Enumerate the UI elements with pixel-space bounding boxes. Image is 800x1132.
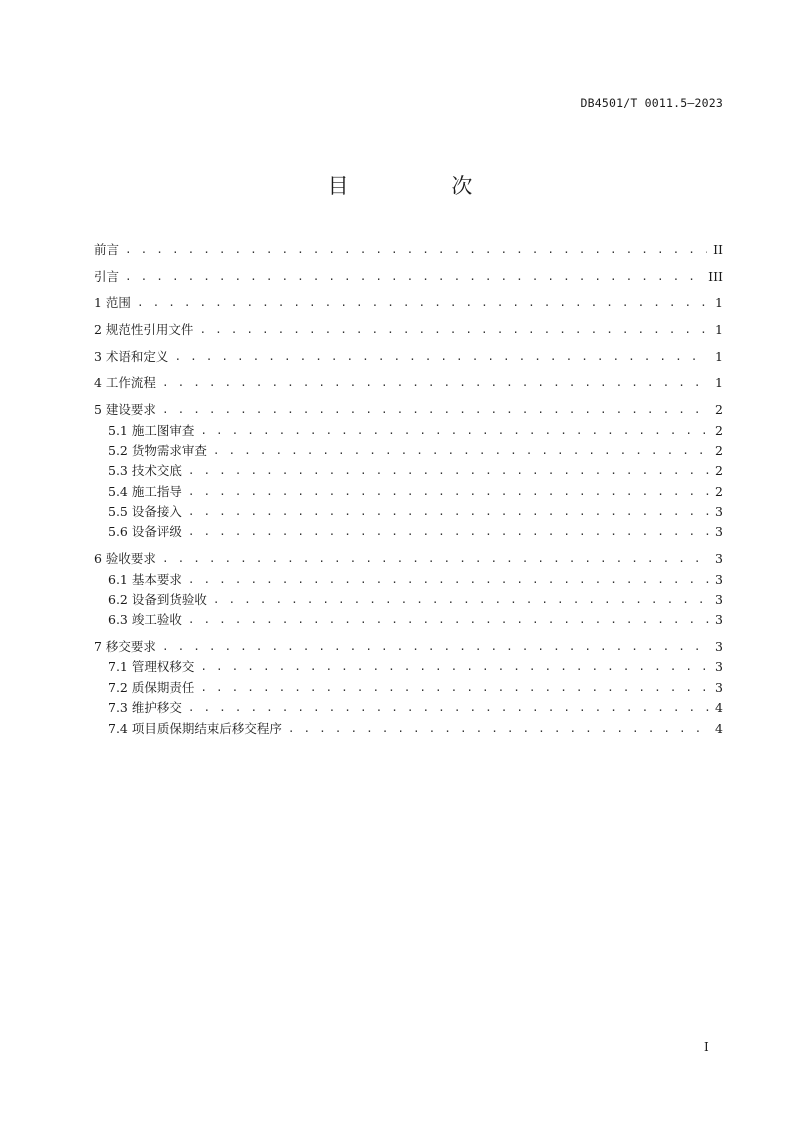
toc-leader-dots bbox=[188, 461, 709, 481]
toc-entry-page: 4 bbox=[715, 700, 723, 716]
toc-leader-dots bbox=[188, 570, 709, 590]
toc-leader-dots bbox=[162, 549, 709, 569]
toc-entry-label: 5.6 设备评级 bbox=[108, 524, 182, 540]
toc-entry-page: 3 bbox=[715, 504, 723, 520]
toc-entry-label: 6.2 设备到货验收 bbox=[108, 591, 207, 607]
toc-entry-label: 2 规范性引用文件 bbox=[94, 322, 194, 338]
toc-entry-page: 2 bbox=[715, 463, 723, 479]
toc-leader-dots bbox=[188, 610, 709, 630]
toc-entry-label: 1 范围 bbox=[94, 295, 131, 311]
toc-entry-label: 4 工作流程 bbox=[94, 375, 156, 391]
toc-entry-page: 2 bbox=[715, 422, 723, 438]
toc-entry-label: 引言 bbox=[94, 268, 120, 284]
toc-entry[interactable] bbox=[94, 461, 723, 481]
toc-entry[interactable] bbox=[94, 657, 723, 677]
toc-entry-page: II bbox=[713, 241, 723, 257]
toc-entry[interactable] bbox=[94, 637, 723, 657]
toc-entry[interactable] bbox=[94, 373, 723, 393]
toc-leader-dots bbox=[188, 502, 709, 522]
toc-entry-page: 2 bbox=[715, 483, 723, 499]
toc-leader-dots bbox=[213, 441, 709, 461]
toc-entry-label: 5 建设要求 bbox=[94, 402, 156, 418]
toc-leader-dots bbox=[288, 719, 709, 739]
toc-leader-dots bbox=[188, 698, 709, 718]
toc-entry-label: 7.1 管理权移交 bbox=[108, 659, 195, 675]
toc-leader-dots bbox=[125, 267, 702, 287]
toc-entry[interactable] bbox=[94, 347, 723, 367]
toc-entry-page: 3 bbox=[715, 591, 723, 607]
toc-leader-dots bbox=[162, 400, 709, 420]
toc-entry[interactable] bbox=[94, 719, 723, 739]
toc-entry-page: 1 bbox=[715, 295, 723, 311]
toc-entry[interactable] bbox=[94, 293, 723, 313]
toc-entry-page: 3 bbox=[715, 659, 723, 675]
toc-entry-page: 3 bbox=[715, 612, 723, 628]
toc-entry[interactable] bbox=[94, 678, 723, 698]
toc-entry-page: 4 bbox=[715, 720, 723, 736]
toc-entry-label: 5.1 施工图审查 bbox=[108, 422, 195, 438]
toc-entry-label: 6.1 基本要求 bbox=[108, 571, 182, 587]
toc-leader-dots bbox=[200, 657, 709, 677]
toc-leader-dots bbox=[162, 373, 709, 393]
toc-entry-page: 2 bbox=[715, 442, 723, 458]
toc-leader-dots bbox=[162, 637, 709, 657]
toc-title: 目 次 bbox=[327, 174, 521, 198]
toc-entry[interactable] bbox=[94, 320, 723, 340]
toc-entry-page: 3 bbox=[715, 551, 723, 567]
toc-entry-page: 3 bbox=[715, 679, 723, 695]
toc-entry-label: 6.3 竣工验收 bbox=[108, 612, 182, 628]
toc-entry-page: 3 bbox=[715, 571, 723, 587]
table-of-contents bbox=[94, 240, 723, 739]
toc-entry[interactable] bbox=[94, 421, 723, 441]
toc-entry-label: 7.4 项目质保期结束后移交程序 bbox=[108, 720, 282, 736]
page-number: I bbox=[704, 1040, 709, 1054]
toc-entry[interactable] bbox=[94, 522, 723, 542]
toc-leader-dots bbox=[188, 522, 709, 542]
toc-entry[interactable] bbox=[94, 590, 723, 610]
document-code: DB4501/T 0011.5—2023 bbox=[580, 96, 723, 110]
toc-leader-dots bbox=[137, 293, 709, 313]
toc-entry-label: 5.4 施工指导 bbox=[108, 483, 182, 499]
toc-entry[interactable] bbox=[94, 441, 723, 461]
toc-leader-dots bbox=[199, 320, 709, 340]
toc-entry-label: 5.5 设备接入 bbox=[108, 504, 182, 520]
toc-entry-label: 前言 bbox=[94, 241, 120, 257]
toc-entry-label: 7.3 维护移交 bbox=[108, 700, 182, 716]
toc-entry-label: 5.2 货物需求审查 bbox=[108, 442, 207, 458]
toc-entry[interactable] bbox=[94, 570, 723, 590]
toc-entry-label: 6 验收要求 bbox=[94, 551, 156, 567]
toc-entry[interactable] bbox=[94, 267, 723, 287]
toc-entry-label: 3 术语和定义 bbox=[94, 348, 169, 364]
toc-entry-page: 1 bbox=[715, 322, 723, 338]
toc-entry-page: 1 bbox=[715, 375, 723, 391]
toc-entry-page: III bbox=[708, 268, 723, 284]
toc-entry[interactable] bbox=[94, 549, 723, 569]
toc-leader-dots bbox=[200, 421, 709, 441]
toc-leader-dots bbox=[125, 240, 707, 260]
toc-entry-page: 3 bbox=[715, 524, 723, 540]
toc-leader-dots bbox=[188, 482, 709, 502]
toc-entry[interactable] bbox=[94, 502, 723, 522]
toc-entry[interactable] bbox=[94, 698, 723, 718]
toc-entry-page: 1 bbox=[715, 348, 723, 364]
toc-entry-page: 3 bbox=[715, 639, 723, 654]
toc-leader-dots bbox=[200, 678, 709, 698]
toc-leader-dots bbox=[174, 347, 709, 367]
toc-entry[interactable] bbox=[94, 400, 723, 420]
toc-entry-label: 5.3 技术交底 bbox=[108, 463, 182, 479]
toc-entry[interactable] bbox=[94, 482, 723, 502]
toc-entry-label: 7.2 质保期责任 bbox=[108, 679, 195, 695]
toc-leader-dots bbox=[213, 590, 709, 610]
toc-entry[interactable] bbox=[94, 610, 723, 630]
toc-entry[interactable] bbox=[94, 240, 723, 260]
toc-entry-label: 7 移交要求 bbox=[94, 639, 156, 654]
toc-entry-page: 2 bbox=[715, 402, 723, 418]
